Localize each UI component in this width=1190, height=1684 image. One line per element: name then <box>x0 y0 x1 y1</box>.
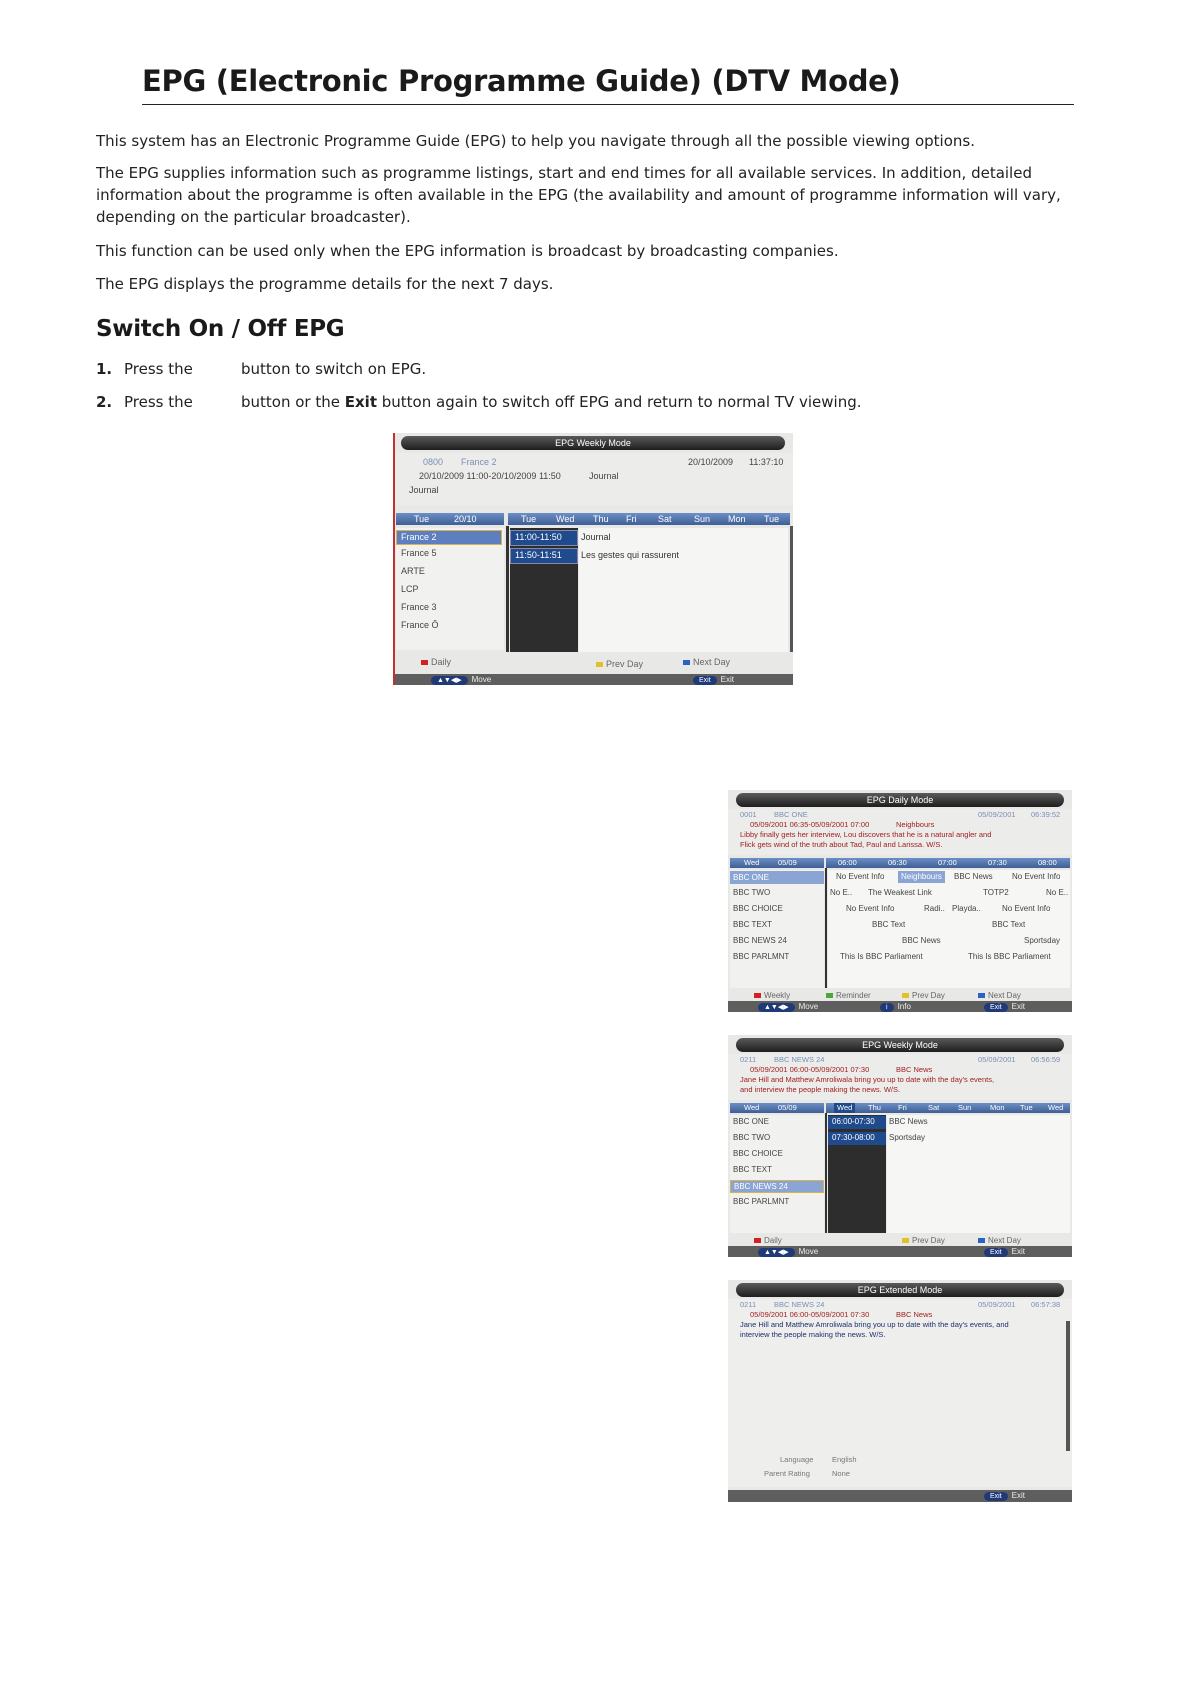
programme-list[interactable] <box>579 528 788 652</box>
arrows-key-icon: ▲▼◀▶ <box>431 676 468 685</box>
day-label: Sat <box>658 514 672 524</box>
day-label: Thu <box>593 514 609 524</box>
info-key-icon: i <box>880 1003 894 1012</box>
yellow-key-icon <box>902 993 909 998</box>
channel-item: BBC TEXT <box>733 920 772 929</box>
channel-list[interactable] <box>730 1115 824 1233</box>
scrollbar[interactable] <box>1066 1321 1070 1451</box>
channel-item: BBC NEWS 24 <box>733 936 787 945</box>
step-lead: Press the <box>124 360 193 378</box>
channel-name: France 2 <box>461 457 497 467</box>
programme-info-panel: 0800 France 2 20/10/2009 11:37:10 20/10/2009 11:00-20/10/2009 11:50 Journal Journal <box>393 453 793 505</box>
section-title: Switch On / Off EPG <box>96 316 345 342</box>
screen-title-bar: EPG Extended Mode <box>736 1283 1064 1297</box>
step-number: 2. <box>96 393 113 411</box>
slot-title: Sportsday <box>889 1133 926 1142</box>
slot-time: 06:00-07:30 <box>832 1117 875 1126</box>
legend-next-day: Next Day <box>978 991 1021 1000</box>
exit-key-icon: Exit <box>984 1248 1008 1257</box>
slot-title: Les gestes qui rassurent <box>581 550 680 560</box>
yellow-key-icon <box>902 1238 909 1243</box>
red-key-icon <box>754 993 761 998</box>
arrows-key-icon: ▲▼◀▶ <box>758 1003 795 1012</box>
legend-daily: Daily <box>421 657 451 667</box>
step-text: button to switch on EPG. <box>241 360 427 378</box>
left-date-header: Tue 20/10 <box>396 513 504 525</box>
channel-item: BBC TWO <box>733 888 771 897</box>
selected-programme: Neighbours <box>898 871 945 883</box>
blue-key-icon <box>683 660 690 665</box>
blue-key-icon <box>978 1238 985 1243</box>
exit-keyword: Exit <box>344 393 377 411</box>
blue-key-icon <box>978 993 985 998</box>
time-header: 06:00 06:30 07:00 07:30 08:00 <box>826 858 1070 868</box>
extended-info-panel: 0211 BBC NEWS 24 05/09/2001 06:57:38 05/09/2001 06:00-05/09/2001 07:30 BBC News Jane Hill and Matthew Amroliwala bring you up to date with the day's events, and interview the people making the news. W/S. Language English Parent Rating None <box>728 1299 1072 1487</box>
screen-title-bar: EPG Daily Mode <box>736 793 1064 807</box>
seven-days-paragraph: The EPG displays the programme details for the next 7 days. <box>96 275 554 293</box>
slot-title: Journal <box>581 532 611 542</box>
day-label: Tue <box>521 514 537 524</box>
red-key-icon <box>754 1238 761 1243</box>
legend-next-day: Next Day <box>683 657 730 667</box>
day-label: Tue <box>764 514 780 524</box>
broadcast-note-paragraph: This function can be used only when the EPG information is broadcast by broadcasting companies. <box>96 242 839 260</box>
epg-info-paragraph: The EPG supplies information such as programme listings, start and end times for all available services. In addition, detailed information about the programme is often available in the EPG (the availability and amount of programme information will vary, depending on the particular broadcaster). <box>96 164 1061 226</box>
day-header: Wed Thu Fri Sat Sun Mon Tue Wed <box>826 1103 1070 1113</box>
slot-time: 11:50-11:51 <box>515 550 562 560</box>
channel-item: BBC TWO <box>733 1133 771 1142</box>
step-number: 1. <box>96 360 113 378</box>
exit-key-icon: Exit <box>984 1492 1008 1501</box>
yellow-key-icon <box>596 662 603 667</box>
exit-key-icon: Exit <box>984 1003 1008 1012</box>
day-label: Wed <box>556 514 575 524</box>
screen-title-bar: EPG Weekly Mode <box>736 1038 1064 1052</box>
slot-time: 07:30-08:00 <box>832 1133 875 1142</box>
channel-item: France 5 <box>401 548 437 558</box>
programme-info-panel: 0211 BBC NEWS 24 05/09/2001 06:56:59 05/09/2001 06:00-05/09/2001 07:30 BBC News Jane Hill and Matthew Amroliwala bring you up to date with the day's events, and interview the people making the news. W/S. <box>728 1054 1072 1100</box>
channel-list[interactable] <box>730 870 824 988</box>
channel-item-selected: BBC ONE <box>730 871 824 884</box>
epg-weekly-screenshot-bbc <box>728 1035 1072 1257</box>
slot-title: BBC News <box>889 1117 928 1126</box>
page-title: EPG (Electronic Programme Guide) (DTV Mode) <box>142 64 1074 105</box>
legend-reminder: Reminder <box>826 991 871 1000</box>
channel-list[interactable] <box>396 528 504 650</box>
intro-paragraph: This system has an Electronic Programme Guide (EPG) to help you navigate through all the possible viewing options. <box>96 132 975 150</box>
epg-weekly-screenshot-france <box>393 433 793 685</box>
channel-item: France 3 <box>401 602 437 612</box>
screen-footer: ▲▼◀▶ Move Exit Exit <box>728 1246 1072 1257</box>
channel-item-selected: BBC NEWS 24 <box>730 1180 824 1193</box>
step-lead: Press the <box>124 393 193 411</box>
screen-footer: ▲▼◀▶ Move Exit Exit <box>393 674 793 685</box>
day-label: Sun <box>694 514 711 524</box>
legend-daily: Daily <box>754 1236 782 1245</box>
legend-prev-day: Prev Day <box>596 659 643 669</box>
day-label: Mon <box>728 514 746 524</box>
screen-title-bar: EPG Weekly Mode <box>401 436 785 450</box>
channel-item: France Ô <box>401 620 439 630</box>
red-key-icon <box>421 660 428 665</box>
day-header <box>508 513 790 525</box>
epg-extended-screenshot <box>728 1280 1072 1502</box>
channel-item-selected: France 2 <box>396 530 502 545</box>
channel-item: BBC PARLMNT <box>733 1197 790 1206</box>
screen-footer: ▲▼◀▶ Move i Info Exit Exit <box>728 1001 1072 1012</box>
left-date-header: Wed 05/09 <box>730 858 824 868</box>
arrows-key-icon: ▲▼◀▶ <box>758 1248 795 1257</box>
legend-prev-day: Prev Day <box>902 1236 945 1245</box>
legend-prev-day: Prev Day <box>902 991 945 1000</box>
channel-item: LCP <box>401 584 419 594</box>
step-text: button or the Exit button again to switch off EPG and return to normal TV viewing. <box>241 393 862 411</box>
programme-grid[interactable]: No Event Info Neighbours BBC News No Event Info No E.. The Weakest Link TOTP2 No E.. No Event Info Radi.. Playda.. No Event Info BBC Text BBC Text BBC News Sportsday This Is BBC Parliament This Is BBC Parliament <box>828 870 1070 988</box>
channel-item: BBC CHOICE <box>733 1149 783 1158</box>
epg-daily-screenshot <box>728 790 1072 1012</box>
green-key-icon <box>826 993 833 998</box>
programme-info-panel: 0001 BBC ONE 05/09/2001 06:39:52 05/09/2001 06:35-05/09/2001 07:00 Neighbours Libby finally gets her interview, Lou discovers that he is a natural angler and Flick gets wind of the truth about Tad, Paul and Larissa. W/S. <box>728 809 1072 855</box>
screen-footer: Exit Exit <box>728 1490 1072 1502</box>
channel-item: BBC TEXT <box>733 1165 772 1174</box>
channel-item: BBC ONE <box>733 1117 770 1126</box>
channel-item: ARTE <box>401 566 425 576</box>
channel-item: BBC CHOICE <box>733 904 783 913</box>
legend-weekly: Weekly <box>754 991 790 1000</box>
left-date-header: Wed 05/09 <box>730 1103 824 1113</box>
day-label: Fri <box>626 514 637 524</box>
slot-time: 11:00-11:50 <box>515 532 562 542</box>
channel-item: BBC PARLMNT <box>733 952 790 961</box>
legend-next-day: Next Day <box>978 1236 1021 1245</box>
time-column <box>510 528 578 652</box>
exit-key-icon: Exit <box>693 676 717 685</box>
